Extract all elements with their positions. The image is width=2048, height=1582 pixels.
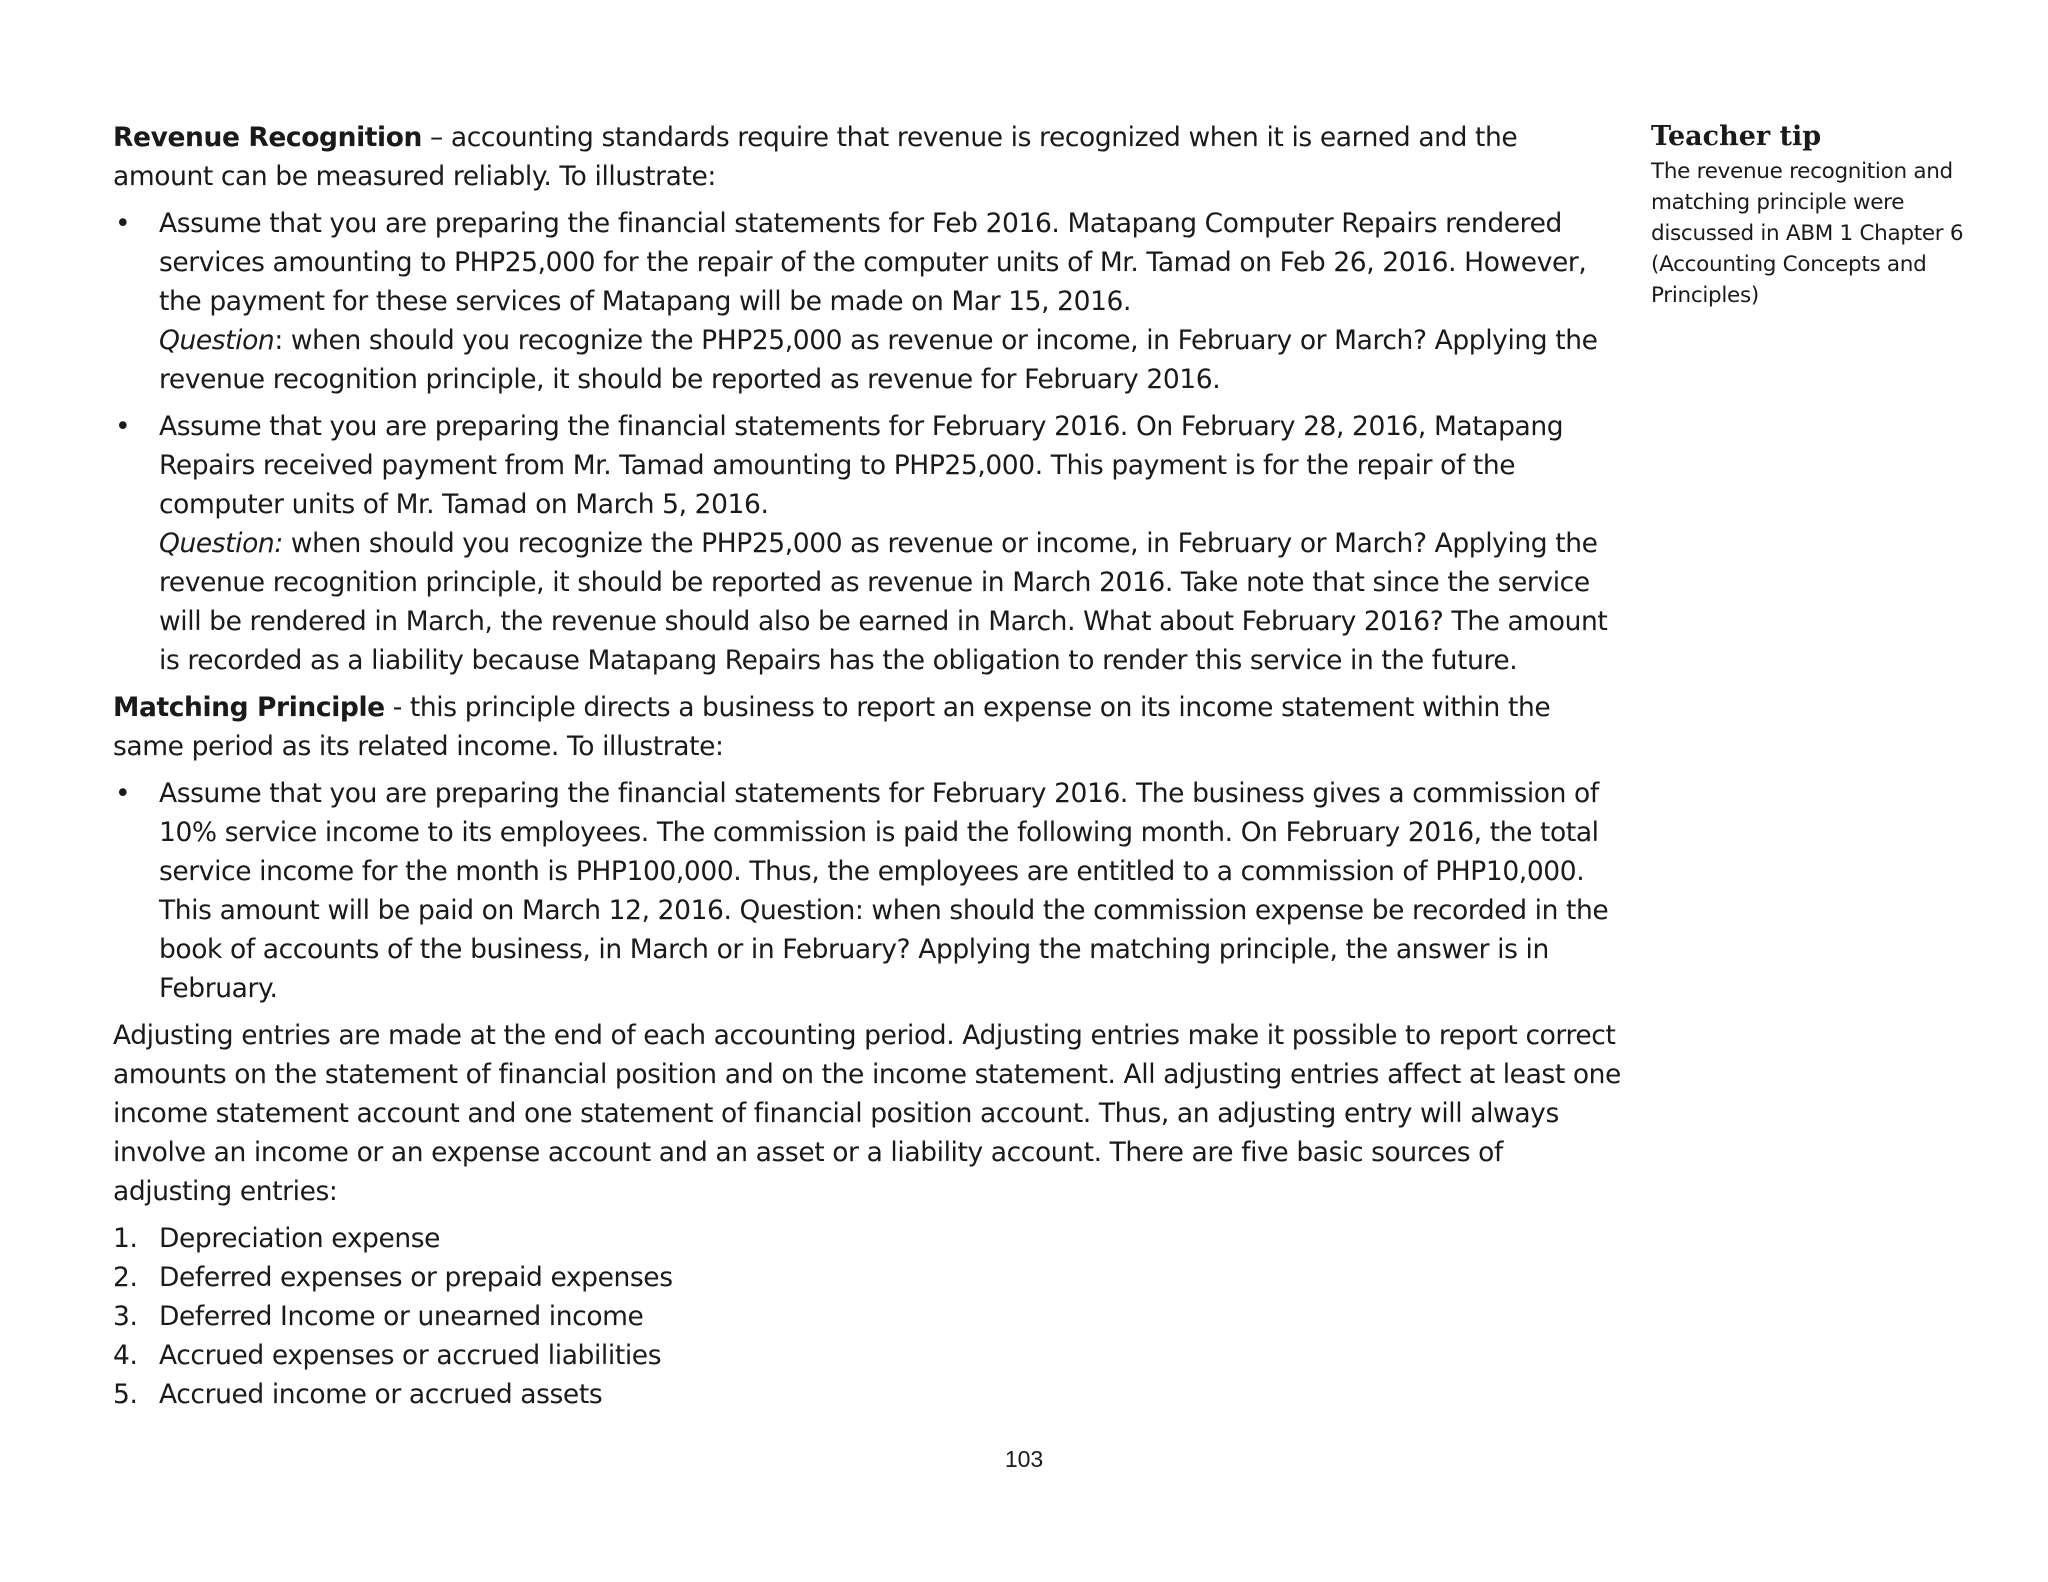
list-item	[113, 1336, 1623, 1375]
question-label: Question	[159, 325, 275, 356]
matching-principle-term: Matching Principle	[113, 692, 385, 723]
adjusting-entries-paragraph: Adjusting entries are made at the end of each accounting period. Adjusting entries make it possible to report correct amounts on the statement of financial position and on the income statement. All adjusting entries affect at least one income statement account and one statement of financial position account. Thus, an adjusting entry will always involve an income or an expense account and an asset or a liability account. There are five basic sources of adjusting entries:	[113, 1020, 1621, 1207]
list-item	[113, 1375, 1623, 1414]
teacher-tip-sidebar	[1651, 118, 1991, 311]
list-item-label: Accrued expenses or accrued liabilities	[159, 1340, 662, 1371]
example-text: Assume that you are preparing the financial statements for Feb 2016. Matapang Computer Repairs rendered services amounting to PHP25,000 for the repair of the computer units of Mr. Tamad on Feb 26, 2016. However, the payment for these services of Matapang will be made on Mar 15, 2016.	[159, 208, 1587, 317]
matching-examples-list	[113, 774, 1623, 1008]
list-item	[113, 1219, 1623, 1258]
list-number: 3.	[113, 1301, 138, 1332]
revenue-recognition-paragraph	[113, 118, 1623, 196]
page-number: 103	[1004, 1446, 1044, 1472]
question-text: when should you recognize the PHP25,000 as revenue or income, in February or March? Applying the revenue recognition principle, it should be reported as revenue in March 2016. Take note that since the service will be rendered in March, the revenue should also be earned in March. What about February 2016? The amount is recorded as a liability because Matapang Repairs has the obligation to render this service in the future.	[159, 528, 1608, 676]
bullet-icon: •	[115, 208, 131, 239]
list-number: 2.	[113, 1262, 138, 1293]
list-item	[113, 1297, 1623, 1336]
teacher-tip-title: Teacher tip	[1651, 121, 1822, 152]
bullet-icon: •	[115, 778, 131, 809]
example-text: Assume that you are preparing the financial statements for February 2016. The business gives a commission of 10% service income to its employees. The commission is paid the following month. On February 2016, the total service income for the month is PHP100,000. Thus, the employees are entitled to a commission of PHP10,000. This amount will be paid on March 12, 2016. Question: when should the commission expense be recorded in the book of accounts of the business, in March or in February? Applying the matching principle, the answer is in February.	[159, 778, 1609, 1004]
list-item-label: Depreciation expense	[159, 1223, 441, 1254]
list-number: 5.	[113, 1379, 138, 1410]
list-item	[113, 1258, 1623, 1297]
bullet-icon: •	[115, 411, 131, 442]
list-item	[113, 204, 1623, 399]
list-item-label: Deferred Income or unearned income	[159, 1301, 644, 1332]
list-number: 4.	[113, 1340, 138, 1371]
list-item-label: Deferred expenses or prepaid expenses	[159, 1262, 673, 1293]
list-number: 1.	[113, 1223, 138, 1254]
main-content	[113, 118, 1623, 1414]
list-item-label: Accrued income or accrued assets	[159, 1379, 603, 1410]
list-item	[113, 774, 1623, 1008]
revenue-recognition-definition: – accounting standards require that revenue is recognized when it is earned and the amount can be measured reliably. To illustrate:	[113, 122, 1518, 192]
matching-principle-paragraph	[113, 688, 1623, 766]
question-label: Question:	[159, 528, 283, 559]
question-text: : when should you recognize the PHP25,000 as revenue or income, in February or March? Applying the revenue recognition principle, it should be reported as revenue for February 2016.	[159, 325, 1598, 395]
revenue-recognition-term: Revenue Recognition	[113, 122, 422, 153]
list-item	[113, 407, 1623, 680]
teacher-tip-body: The revenue recognition and matching principle were discussed in ABM 1 Chapter 6 (Accounting Concepts and Principles)	[1651, 159, 1964, 308]
adjusting-sources-list	[113, 1219, 1623, 1414]
revenue-examples-list	[113, 204, 1623, 680]
matching-principle-definition: - this principle directs a business to report an expense on its income statement within the same period as its related income. To illustrate:	[113, 692, 1551, 762]
example-text: Assume that you are preparing the financial statements for February 2016. On February 28, 2016, Matapang Repairs received payment from Mr. Tamad amounting to PHP25,000. This payment is for the repair of the computer units of Mr. Tamad on March 5, 2016.	[159, 411, 1564, 520]
